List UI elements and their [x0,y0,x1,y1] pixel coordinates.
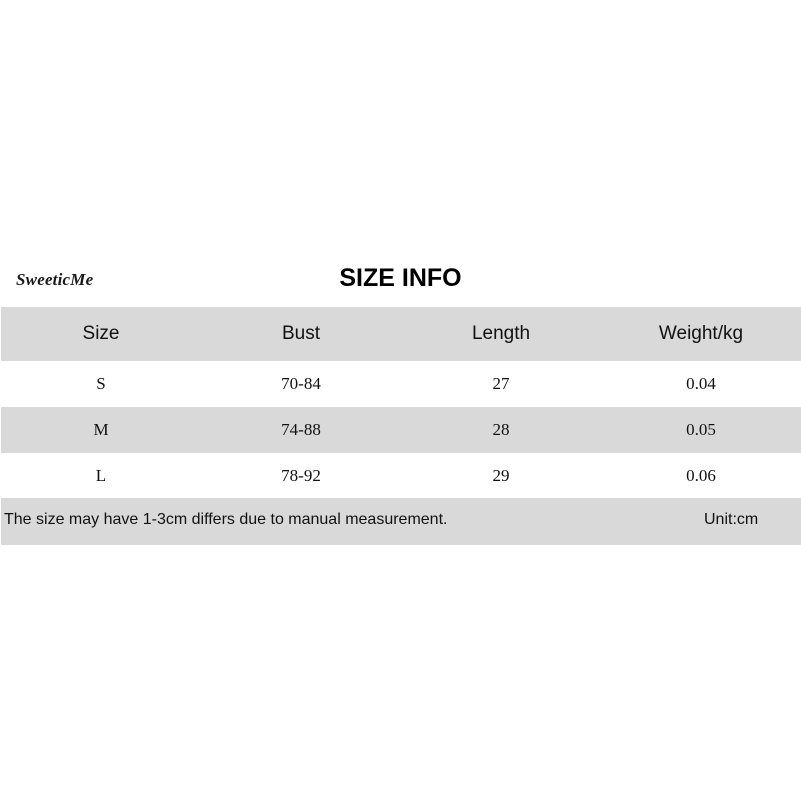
table-row [1,453,801,499]
cell-size: S [96,374,106,393]
cell-size: L [95,466,107,485]
cell-length: 28 [492,420,510,439]
cell-bust: 74-88 [281,420,321,439]
table-row [1,407,801,453]
cell-weight: 0.05 [686,420,716,439]
cell-bust: 70-84 [281,374,321,393]
cell-length: 29 [492,466,510,485]
header-size: Size [82,323,120,344]
header-bust: Bust [281,323,321,344]
header-length: Length [471,323,531,344]
measurement-note: The size may have 1-3cm differs due to manual measurement. [4,511,448,528]
table-row [1,361,801,407]
cell-weight: 0.06 [686,466,716,485]
cell-weight: 0.04 [686,374,716,393]
cell-length: 27 [492,374,510,393]
brand-logo: SweeticMe [16,270,94,289]
page-title: SIZE INFO [339,264,462,292]
size-table [1,307,801,499]
header-weight: Weight/kg [658,323,744,344]
cell-size: M [93,420,109,439]
unit-label: Unit:cm [704,511,759,528]
table-footer [1,498,801,545]
table-header-row [1,307,801,361]
cell-bust: 78-92 [281,466,321,485]
